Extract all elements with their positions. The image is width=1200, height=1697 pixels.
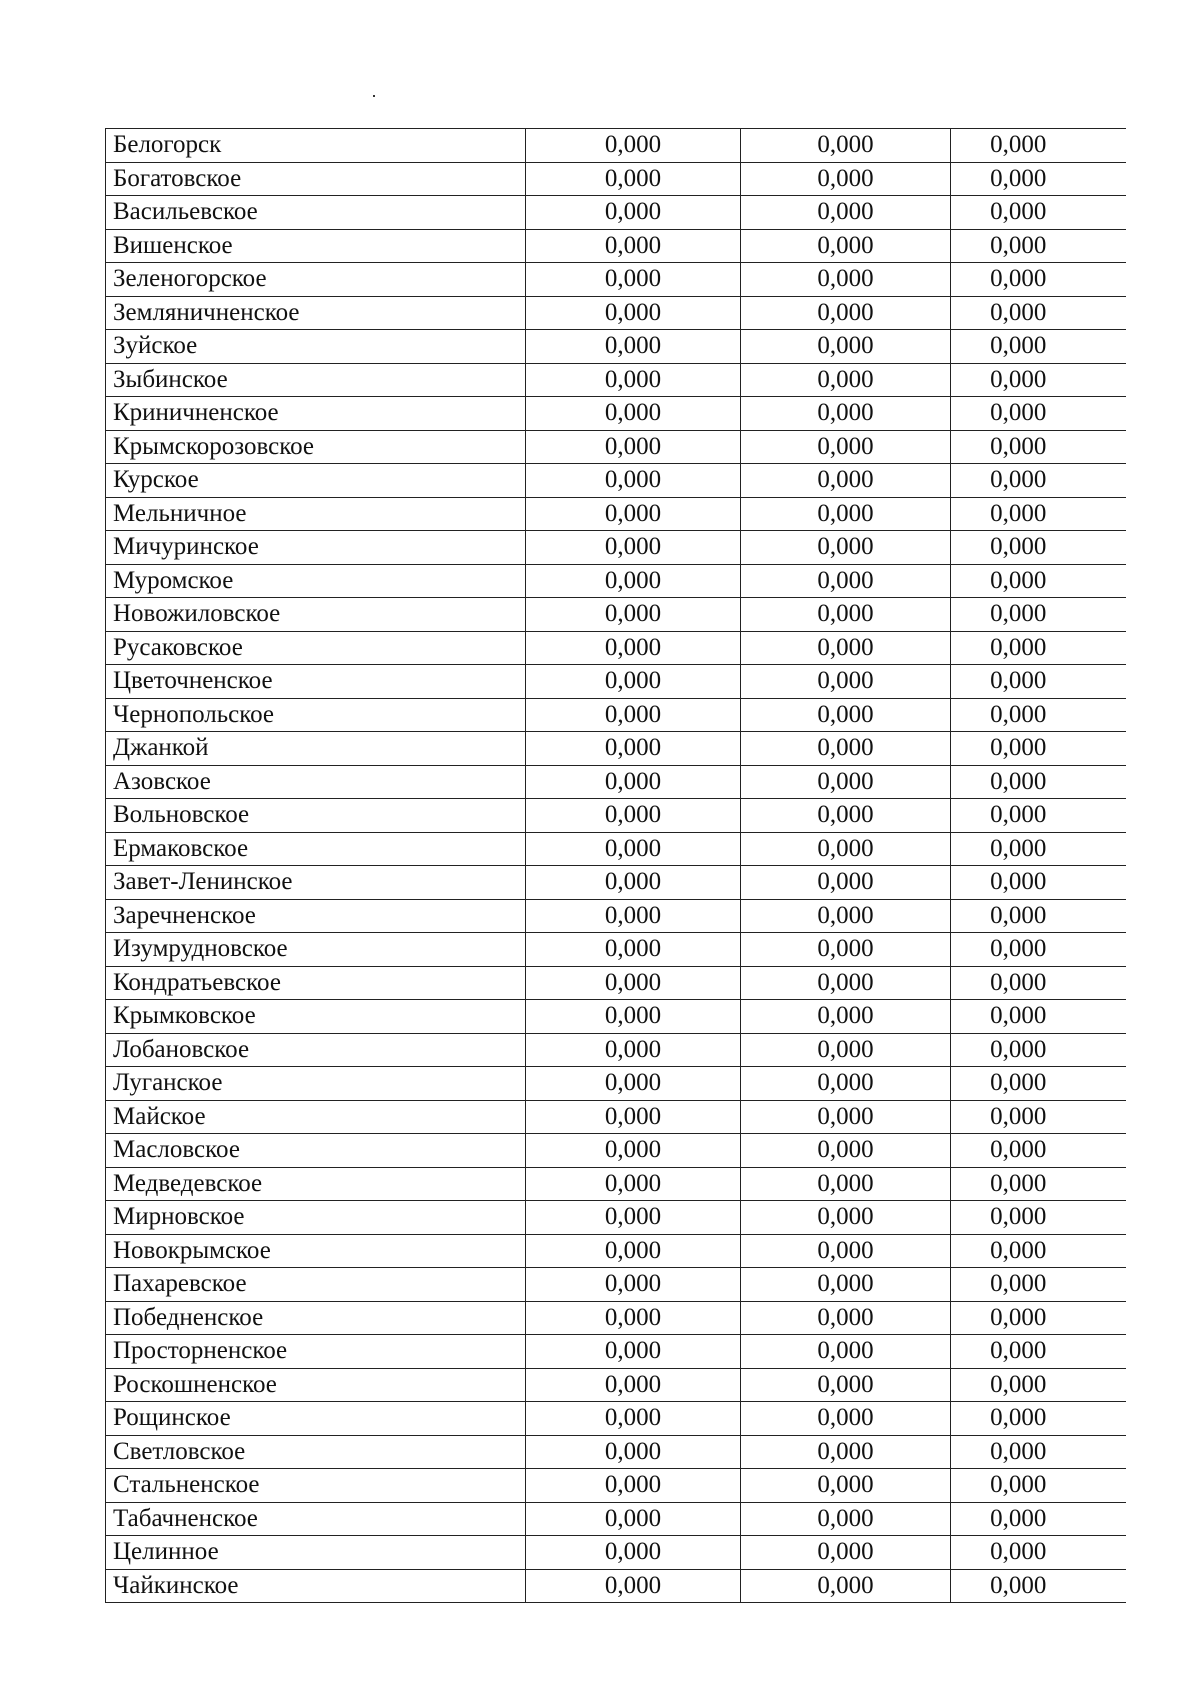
value-cell-1: 0,000 <box>526 1201 741 1235</box>
table-row <box>106 832 1126 866</box>
table-row <box>106 1134 1126 1168</box>
value-cell-1: 0,000 <box>526 464 741 498</box>
value-cell-1: 0,000 <box>526 531 741 565</box>
table-row <box>106 531 1126 565</box>
settlement-name-cell: Чайкинское <box>106 1569 526 1603</box>
value-cell-1: 0,000 <box>526 665 741 699</box>
value-cell-3: 0,000 <box>951 263 1126 297</box>
value-cell-3: 0,000 <box>951 1167 1126 1201</box>
value-cell-3: 0,000 <box>951 631 1126 665</box>
value-cell-1: 0,000 <box>526 598 741 632</box>
data-table <box>105 128 1126 1603</box>
value-cell-3: 0,000 <box>951 799 1126 833</box>
value-cell-1: 0,000 <box>526 564 741 598</box>
table-row <box>106 196 1126 230</box>
value-cell-2: 0,000 <box>741 933 951 967</box>
settlement-name-cell: Просторненское <box>106 1335 526 1369</box>
value-cell-3: 0,000 <box>951 1201 1126 1235</box>
value-cell-1: 0,000 <box>526 1335 741 1369</box>
table-row <box>106 1167 1126 1201</box>
settlement-name-cell: Васильевское <box>106 196 526 230</box>
table-row <box>106 397 1126 431</box>
value-cell-1: 0,000 <box>526 631 741 665</box>
value-cell-3: 0,000 <box>951 464 1126 498</box>
value-cell-2: 0,000 <box>741 799 951 833</box>
value-cell-2: 0,000 <box>741 564 951 598</box>
settlement-name-cell: Чернопольское <box>106 698 526 732</box>
table-row <box>106 430 1126 464</box>
value-cell-3: 0,000 <box>951 1301 1126 1335</box>
settlement-name-cell: Стальненское <box>106 1469 526 1503</box>
value-cell-1: 0,000 <box>526 799 741 833</box>
value-cell-2: 0,000 <box>741 598 951 632</box>
value-cell-2: 0,000 <box>741 1000 951 1034</box>
settlement-name-cell: Криничненское <box>106 397 526 431</box>
table-row <box>106 1234 1126 1268</box>
settlement-name-cell: Изумрудновское <box>106 933 526 967</box>
value-cell-2: 0,000 <box>741 263 951 297</box>
value-cell-3: 0,000 <box>951 196 1126 230</box>
value-cell-2: 0,000 <box>741 1569 951 1603</box>
value-cell-1: 0,000 <box>526 196 741 230</box>
settlement-name-cell: Джанкой <box>106 732 526 766</box>
value-cell-2: 0,000 <box>741 162 951 196</box>
value-cell-2: 0,000 <box>741 1100 951 1134</box>
table-row <box>106 732 1126 766</box>
settlement-name-cell: Целинное <box>106 1536 526 1570</box>
settlement-name-cell: Земляничненское <box>106 296 526 330</box>
value-cell-2: 0,000 <box>741 1301 951 1335</box>
table-row <box>106 229 1126 263</box>
value-cell-1: 0,000 <box>526 1167 741 1201</box>
table-row <box>106 1536 1126 1570</box>
value-cell-3: 0,000 <box>951 129 1126 163</box>
settlement-name-cell: Богатовское <box>106 162 526 196</box>
settlement-name-cell: Завет-Ленинское <box>106 866 526 900</box>
value-cell-3: 0,000 <box>951 665 1126 699</box>
value-cell-1: 0,000 <box>526 1569 741 1603</box>
table-row <box>106 1368 1126 1402</box>
table-row <box>106 631 1126 665</box>
table-row <box>106 330 1126 364</box>
value-cell-3: 0,000 <box>951 330 1126 364</box>
settlement-name-cell: Крымковское <box>106 1000 526 1034</box>
value-cell-2: 0,000 <box>741 531 951 565</box>
value-cell-1: 0,000 <box>526 1000 741 1034</box>
table-row <box>106 1435 1126 1469</box>
settlement-name-cell: Белогорск <box>106 129 526 163</box>
value-cell-3: 0,000 <box>951 1469 1126 1503</box>
settlement-name-cell: Новожиловское <box>106 598 526 632</box>
table-row <box>106 464 1126 498</box>
value-cell-3: 0,000 <box>951 1335 1126 1369</box>
value-cell-3: 0,000 <box>951 363 1126 397</box>
settlement-name-cell: Масловское <box>106 1134 526 1168</box>
table-row <box>106 899 1126 933</box>
value-cell-3: 0,000 <box>951 1268 1126 1302</box>
value-cell-2: 0,000 <box>741 229 951 263</box>
settlement-name-cell: Мирновское <box>106 1201 526 1235</box>
table-row <box>106 296 1126 330</box>
value-cell-2: 0,000 <box>741 1435 951 1469</box>
value-cell-1: 0,000 <box>526 698 741 732</box>
table-row <box>106 799 1126 833</box>
settlement-name-cell: Вишенское <box>106 229 526 263</box>
value-cell-1: 0,000 <box>526 363 741 397</box>
settlement-name-cell: Зеленогорское <box>106 263 526 297</box>
value-cell-2: 0,000 <box>741 296 951 330</box>
value-cell-3: 0,000 <box>951 296 1126 330</box>
value-cell-2: 0,000 <box>741 430 951 464</box>
value-cell-1: 0,000 <box>526 966 741 1000</box>
table-row <box>106 564 1126 598</box>
value-cell-3: 0,000 <box>951 1100 1126 1134</box>
table-row <box>106 363 1126 397</box>
value-cell-1: 0,000 <box>526 1301 741 1335</box>
settlement-name-cell: Вольновское <box>106 799 526 833</box>
settlement-name-cell: Луганское <box>106 1067 526 1101</box>
settlement-name-cell: Заречненское <box>106 899 526 933</box>
value-cell-3: 0,000 <box>951 732 1126 766</box>
value-cell-2: 0,000 <box>741 1469 951 1503</box>
settlement-name-cell: Русаковское <box>106 631 526 665</box>
table-row <box>106 598 1126 632</box>
table-row <box>106 665 1126 699</box>
table-row <box>106 866 1126 900</box>
value-cell-2: 0,000 <box>741 363 951 397</box>
value-cell-1: 0,000 <box>526 866 741 900</box>
settlement-name-cell: Ермаковское <box>106 832 526 866</box>
value-cell-1: 0,000 <box>526 1100 741 1134</box>
value-cell-3: 0,000 <box>951 765 1126 799</box>
value-cell-2: 0,000 <box>741 1268 951 1302</box>
value-cell-3: 0,000 <box>951 832 1126 866</box>
settlement-name-cell: Зыбинское <box>106 363 526 397</box>
value-cell-1: 0,000 <box>526 1234 741 1268</box>
settlement-name-cell: Победненское <box>106 1301 526 1335</box>
value-cell-1: 0,000 <box>526 229 741 263</box>
table-row <box>106 933 1126 967</box>
value-cell-2: 0,000 <box>741 464 951 498</box>
value-cell-3: 0,000 <box>951 1033 1126 1067</box>
settlement-name-cell: Майское <box>106 1100 526 1134</box>
value-cell-2: 0,000 <box>741 1536 951 1570</box>
settlement-name-cell: Курское <box>106 464 526 498</box>
value-cell-1: 0,000 <box>526 263 741 297</box>
value-cell-2: 0,000 <box>741 497 951 531</box>
value-cell-1: 0,000 <box>526 397 741 431</box>
value-cell-2: 0,000 <box>741 1201 951 1235</box>
table-row <box>106 129 1126 163</box>
table-row <box>106 1569 1126 1603</box>
value-cell-3: 0,000 <box>951 1000 1126 1034</box>
value-cell-3: 0,000 <box>951 162 1126 196</box>
settlement-name-cell: Светловское <box>106 1435 526 1469</box>
value-cell-2: 0,000 <box>741 899 951 933</box>
table-row <box>106 966 1126 1000</box>
value-cell-2: 0,000 <box>741 966 951 1000</box>
value-cell-2: 0,000 <box>741 1368 951 1402</box>
value-cell-3: 0,000 <box>951 1435 1126 1469</box>
value-cell-1: 0,000 <box>526 1402 741 1436</box>
value-cell-2: 0,000 <box>741 765 951 799</box>
value-cell-2: 0,000 <box>741 866 951 900</box>
value-cell-3: 0,000 <box>951 1402 1126 1436</box>
settlement-name-cell: Новокрымское <box>106 1234 526 1268</box>
table-row <box>106 1033 1126 1067</box>
value-cell-2: 0,000 <box>741 1167 951 1201</box>
value-cell-3: 0,000 <box>951 1536 1126 1570</box>
value-cell-3: 0,000 <box>951 430 1126 464</box>
table-row <box>106 1301 1126 1335</box>
settlement-name-cell: Мичуринское <box>106 531 526 565</box>
value-cell-3: 0,000 <box>951 1134 1126 1168</box>
value-cell-1: 0,000 <box>526 1134 741 1168</box>
value-cell-1: 0,000 <box>526 899 741 933</box>
table-row <box>106 263 1126 297</box>
value-cell-2: 0,000 <box>741 1502 951 1536</box>
table-row <box>106 1268 1126 1302</box>
settlement-name-cell: Лобановское <box>106 1033 526 1067</box>
table-row <box>106 1100 1126 1134</box>
value-cell-2: 0,000 <box>741 330 951 364</box>
table-row <box>106 765 1126 799</box>
table-row <box>106 497 1126 531</box>
value-cell-1: 0,000 <box>526 162 741 196</box>
value-cell-2: 0,000 <box>741 1335 951 1369</box>
value-cell-1: 0,000 <box>526 732 741 766</box>
scan-speck <box>373 95 375 97</box>
value-cell-3: 0,000 <box>951 229 1126 263</box>
value-cell-1: 0,000 <box>526 832 741 866</box>
value-cell-2: 0,000 <box>741 1067 951 1101</box>
settlement-name-cell: Зуйское <box>106 330 526 364</box>
value-cell-3: 0,000 <box>951 899 1126 933</box>
table-body <box>106 129 1126 1603</box>
value-cell-2: 0,000 <box>741 665 951 699</box>
table-row <box>106 1335 1126 1369</box>
value-cell-3: 0,000 <box>951 564 1126 598</box>
value-cell-2: 0,000 <box>741 397 951 431</box>
value-cell-2: 0,000 <box>741 1234 951 1268</box>
settlement-name-cell: Рощинское <box>106 1402 526 1436</box>
value-cell-3: 0,000 <box>951 966 1126 1000</box>
settlement-name-cell: Муромское <box>106 564 526 598</box>
value-cell-3: 0,000 <box>951 531 1126 565</box>
value-cell-3: 0,000 <box>951 1234 1126 1268</box>
value-cell-2: 0,000 <box>741 1134 951 1168</box>
value-cell-3: 0,000 <box>951 497 1126 531</box>
table-row <box>106 1402 1126 1436</box>
value-cell-1: 0,000 <box>526 933 741 967</box>
value-cell-2: 0,000 <box>741 129 951 163</box>
value-cell-1: 0,000 <box>526 497 741 531</box>
table-row <box>106 1000 1126 1034</box>
value-cell-3: 0,000 <box>951 1368 1126 1402</box>
settlement-name-cell: Крымскорозовское <box>106 430 526 464</box>
settlement-name-cell: Цветочненское <box>106 665 526 699</box>
value-cell-1: 0,000 <box>526 765 741 799</box>
value-cell-1: 0,000 <box>526 1469 741 1503</box>
table-row <box>106 1469 1126 1503</box>
value-cell-2: 0,000 <box>741 196 951 230</box>
value-cell-3: 0,000 <box>951 1502 1126 1536</box>
settlement-name-cell: Табачненское <box>106 1502 526 1536</box>
value-cell-3: 0,000 <box>951 698 1126 732</box>
value-cell-2: 0,000 <box>741 698 951 732</box>
settlement-name-cell: Пахаревское <box>106 1268 526 1302</box>
value-cell-3: 0,000 <box>951 1067 1126 1101</box>
value-cell-1: 0,000 <box>526 1502 741 1536</box>
table-row <box>106 1067 1126 1101</box>
value-cell-2: 0,000 <box>741 631 951 665</box>
table-row <box>106 698 1126 732</box>
table-row <box>106 1201 1126 1235</box>
value-cell-1: 0,000 <box>526 430 741 464</box>
value-cell-1: 0,000 <box>526 1067 741 1101</box>
value-cell-1: 0,000 <box>526 330 741 364</box>
settlement-name-cell: Мельничное <box>106 497 526 531</box>
value-cell-1: 0,000 <box>526 296 741 330</box>
table-row <box>106 1502 1126 1536</box>
value-cell-3: 0,000 <box>951 866 1126 900</box>
value-cell-2: 0,000 <box>741 832 951 866</box>
value-cell-3: 0,000 <box>951 933 1126 967</box>
settlement-name-cell: Кондратьевское <box>106 966 526 1000</box>
value-cell-1: 0,000 <box>526 1435 741 1469</box>
settlement-name-cell: Медведевское <box>106 1167 526 1201</box>
value-cell-1: 0,000 <box>526 1033 741 1067</box>
value-cell-2: 0,000 <box>741 732 951 766</box>
settlement-name-cell: Роскошненское <box>106 1368 526 1402</box>
value-cell-3: 0,000 <box>951 598 1126 632</box>
value-cell-1: 0,000 <box>526 1268 741 1302</box>
value-cell-2: 0,000 <box>741 1402 951 1436</box>
value-cell-2: 0,000 <box>741 1033 951 1067</box>
value-cell-1: 0,000 <box>526 1368 741 1402</box>
value-cell-3: 0,000 <box>951 1569 1126 1603</box>
settlement-name-cell: Азовское <box>106 765 526 799</box>
table-row <box>106 162 1126 196</box>
value-cell-1: 0,000 <box>526 129 741 163</box>
value-cell-1: 0,000 <box>526 1536 741 1570</box>
value-cell-3: 0,000 <box>951 397 1126 431</box>
